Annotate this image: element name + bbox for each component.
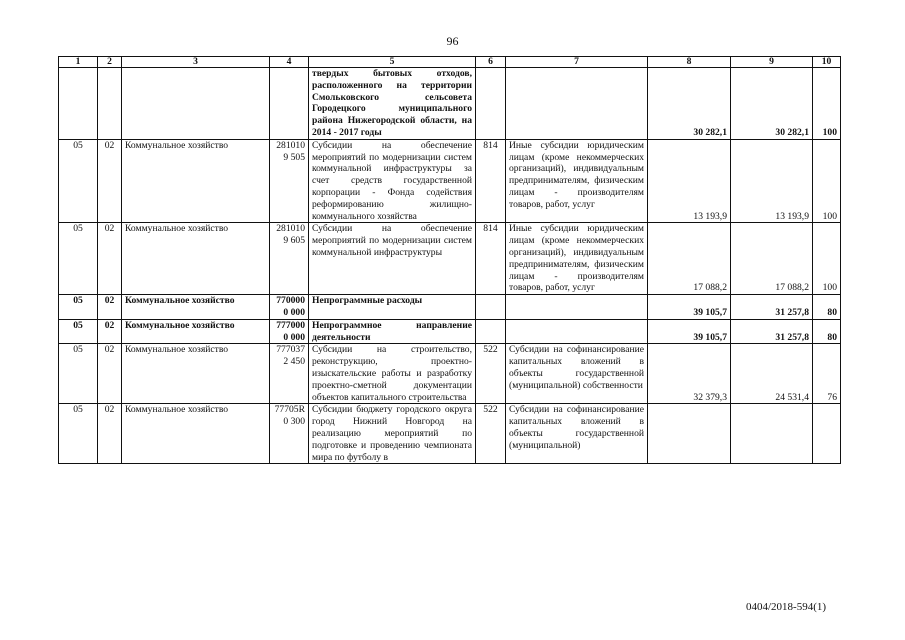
planned-amount-cell: 13 193,9: [648, 139, 731, 223]
header-col-7: 7: [506, 57, 648, 68]
code-cell: 2810109 505: [270, 139, 309, 223]
planned-amount-cell: [648, 404, 731, 464]
type-description-cell: Субсидии на софинансирование капитальных вложений в объекты государственной (муниципальной) собственности: [506, 344, 648, 404]
description-cell: Субсидии на обеспечение мероприятий по модернизации систем коммунальной инфраструктуры за счет средств государственной корпорации - Фонда содействия реформированию жилищно-коммунального хозяйства: [309, 139, 476, 223]
name-cell: Коммунальное хозяйство: [122, 344, 270, 404]
description-cell: Субсидии на обеспечение мероприятий по модернизации систем коммунальной инфраструктуры: [309, 223, 476, 295]
description-cell: Субсидии бюджету городского округа город Нижний Новгород на реализацию мероприятий по подготовке и проведению чемпионата мира по футболу в: [309, 404, 476, 464]
header-row: [59, 57, 841, 68]
header-col-6: 6: [476, 57, 506, 68]
percent-cell: 100: [813, 68, 841, 140]
header-col-2: 2: [98, 57, 122, 68]
header-col-4: 4: [270, 57, 309, 68]
table-row: [59, 344, 841, 404]
planned-amount-cell: 39 105,7: [648, 319, 731, 344]
subsection-cell: 02: [98, 223, 122, 295]
type-code-cell: [476, 295, 506, 320]
actual-amount-cell: 13 193,9: [731, 139, 813, 223]
section-cell: 05: [59, 223, 98, 295]
section-cell: 05: [59, 319, 98, 344]
table-row: [59, 404, 841, 464]
description-cell: Непрограммные расходы: [309, 295, 476, 320]
actual-amount-cell: 31 257,8: [731, 295, 813, 320]
type-code-cell: [476, 319, 506, 344]
section-cell: 05: [59, 139, 98, 223]
subsection-cell: [98, 68, 122, 140]
name-cell: Коммунальное хозяйство: [122, 404, 270, 464]
planned-amount-cell: 39 105,7: [648, 295, 731, 320]
document-code: 0404/2018-594(1): [746, 601, 827, 613]
table-row: [59, 223, 841, 295]
type-description-cell: Иные субсидии юридическим лицам (кроме некоммерческих организаций), индивидуальным предпринимателям, физическим лицам - производителям товаров, работ, услуг: [506, 139, 648, 223]
description-cell: твердых бытовых отходов, расположенного на территории Смольковского сельсовета Городецкого муниципального района Нижегородской области, на 2014 - 2017 годы: [309, 68, 476, 140]
name-cell: Коммунальное хозяйство: [122, 139, 270, 223]
subsection-cell: 02: [98, 319, 122, 344]
code-cell: 2810109 605: [270, 223, 309, 295]
actual-amount-cell: 24 531,4: [731, 344, 813, 404]
type-description-cell: [506, 68, 648, 140]
description-cell: Непрограммное направление деятельности: [309, 319, 476, 344]
actual-amount-cell: 31 257,8: [731, 319, 813, 344]
table-row: [59, 319, 841, 344]
actual-amount-cell: [731, 404, 813, 464]
planned-amount-cell: 17 088,2: [648, 223, 731, 295]
section-cell: 05: [59, 404, 98, 464]
percent-cell: 100: [813, 223, 841, 295]
page-number: 96: [446, 34, 459, 48]
section-cell: 05: [59, 295, 98, 320]
percent-cell: [813, 404, 841, 464]
code-cell: [270, 68, 309, 140]
type-description-cell: Субсидии на софинансирование капитальных вложений в объекты государственной (муниципальной): [506, 404, 648, 464]
code-cell: 7770372 450: [270, 344, 309, 404]
section-cell: 05: [59, 344, 98, 404]
budget-table: [58, 56, 841, 464]
percent-cell: 100: [813, 139, 841, 223]
table-row: [59, 139, 841, 223]
actual-amount-cell: 30 282,1: [731, 68, 813, 140]
type-code-cell: 522: [476, 404, 506, 464]
name-cell: Коммунальное хозяйство: [122, 319, 270, 344]
subsection-cell: 02: [98, 344, 122, 404]
code-cell: 7770000 000: [270, 319, 309, 344]
header-col-1: 1: [59, 57, 98, 68]
percent-cell: 76: [813, 344, 841, 404]
percent-cell: 80: [813, 295, 841, 320]
subsection-cell: 02: [98, 139, 122, 223]
type-code-cell: 522: [476, 344, 506, 404]
header-col-9: 9: [731, 57, 813, 68]
subsection-cell: 02: [98, 404, 122, 464]
header-col-5: 5: [309, 57, 476, 68]
actual-amount-cell: 17 088,2: [731, 223, 813, 295]
type-description-cell: Иные субсидии юридическим лицам (кроме некоммерческих организаций), индивидуальным предпринимателям, физическим лицам - производителям товаров, работ, услуг: [506, 223, 648, 295]
section-cell: [59, 68, 98, 140]
description-cell: Субсидии на строительство, реконструкцию, проектно-изыскательские работы и разработку проектно-сметной документации объектов капитального строительства: [309, 344, 476, 404]
type-code-cell: 814: [476, 139, 506, 223]
code-cell: 77705R0 300: [270, 404, 309, 464]
planned-amount-cell: 30 282,1: [648, 68, 731, 140]
subsection-cell: 02: [98, 295, 122, 320]
header-col-8: 8: [648, 57, 731, 68]
code-cell: 7700000 000: [270, 295, 309, 320]
type-description-cell: [506, 319, 648, 344]
type-description-cell: [506, 295, 648, 320]
planned-amount-cell: 32 379,3: [648, 344, 731, 404]
header-col-10: 10: [813, 57, 841, 68]
percent-cell: 80: [813, 319, 841, 344]
table-row: [59, 295, 841, 320]
name-cell: Коммунальное хозяйство: [122, 295, 270, 320]
name-cell: [122, 68, 270, 140]
table-row: [59, 68, 841, 140]
type-code-cell: [476, 68, 506, 140]
name-cell: Коммунальное хозяйство: [122, 223, 270, 295]
type-code-cell: 814: [476, 223, 506, 295]
header-col-3: 3: [122, 57, 270, 68]
